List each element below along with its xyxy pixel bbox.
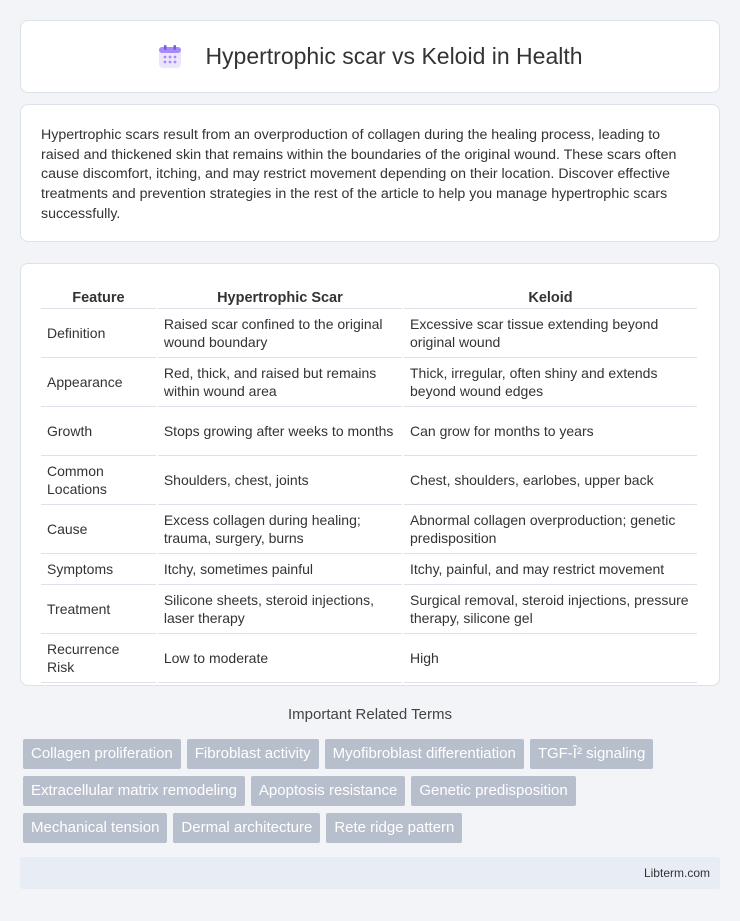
table-row (41, 358, 697, 407)
table-cell: Raised scar confined to the original wound boundary (158, 309, 402, 358)
table-cell: Excess collagen during healing; trauma, surgery, burns (158, 505, 402, 554)
header-hypertrophic: Hypertrophic Scar (158, 286, 402, 309)
footer-site-link[interactable]: Libterm.com (643, 866, 710, 880)
related-term-tag[interactable]: Rete ridge pattern (326, 813, 462, 843)
related-term-tag[interactable]: Mechanical tension (23, 813, 167, 843)
footer (20, 857, 720, 889)
table-cell: Excessive scar tissue extending beyond original wound (404, 309, 697, 358)
calendar-icon (157, 44, 183, 70)
table-cell: Common Locations (41, 456, 156, 505)
table-row (41, 407, 697, 456)
related-term-tag[interactable]: Genetic predisposition (411, 776, 575, 806)
table-row (41, 585, 697, 634)
related-term-tag[interactable]: Apoptosis resistance (251, 776, 405, 806)
comparison-card (20, 263, 720, 686)
table-row (41, 554, 697, 585)
related-terms-list (23, 739, 713, 843)
related-term-tag[interactable]: Collagen proliferation (23, 739, 181, 769)
table-cell: Recurrence Risk (41, 634, 156, 683)
related-term-tag[interactable]: Fibroblast activity (187, 739, 319, 769)
table-cell: Treatment (41, 585, 156, 634)
intro-text: Hypertrophic scars result from an overproduction of collagen during the healing process, leading to raised and thickened skin that remains within the boundaries of the original wound. These scars often cause discomfort, itching, and may restrict movement depending on their location. Discover effective treatments and prevention strategies in the rest of the article to help you manage hypertrophic scars successfully. (41, 127, 677, 222)
table-header-row (41, 286, 697, 309)
table-cell: Growth (41, 407, 156, 456)
related-term-tag[interactable]: Extracellular matrix remodeling (23, 776, 245, 806)
table-cell: Definition (41, 309, 156, 358)
table-cell: Silicone sheets, steroid injections, laser therapy (158, 585, 402, 634)
page-title: Hypertrophic scar vs Keloid in Health (205, 43, 583, 69)
related-terms-title: Important Related Terms (288, 706, 452, 723)
related-term-tag[interactable]: TGF-Î² signaling (530, 739, 654, 769)
table-row (41, 309, 697, 358)
table-row (41, 456, 697, 505)
table-cell: Abnormal collagen overproduction; genetic predisposition (404, 505, 697, 554)
table-cell: Chest, shoulders, earlobes, upper back (404, 456, 697, 505)
table-cell: Cause (41, 505, 156, 554)
related-term-tag[interactable]: Dermal architecture (173, 813, 320, 843)
table-row (41, 634, 697, 683)
table-row (41, 505, 697, 554)
table-cell: Stops growing after weeks to months (158, 407, 402, 456)
table-cell: Symptoms (41, 554, 156, 585)
header-keloid: Keloid (404, 286, 697, 309)
table-cell: Can grow for months to years (404, 407, 697, 456)
table-cell: Red, thick, and raised but remains within wound area (158, 358, 402, 407)
table-cell: Itchy, sometimes painful (158, 554, 402, 585)
intro-card (20, 104, 720, 242)
table-cell: Appearance (41, 358, 156, 407)
comparison-table (39, 286, 699, 683)
table-cell: Low to moderate (158, 634, 402, 683)
table-cell: Itchy, painful, and may restrict movement (404, 554, 697, 585)
table-cell: High (404, 634, 697, 683)
table-cell: Thick, irregular, often shiny and extends beyond wound edges (404, 358, 697, 407)
header-feature: Feature (41, 286, 156, 309)
table-cell: Surgical removal, steroid injections, pressure therapy, silicone gel (404, 585, 697, 634)
table-cell: Shoulders, chest, joints (158, 456, 402, 505)
related-term-tag[interactable]: Myofibroblast differentiation (325, 739, 524, 769)
title-card (20, 20, 720, 93)
